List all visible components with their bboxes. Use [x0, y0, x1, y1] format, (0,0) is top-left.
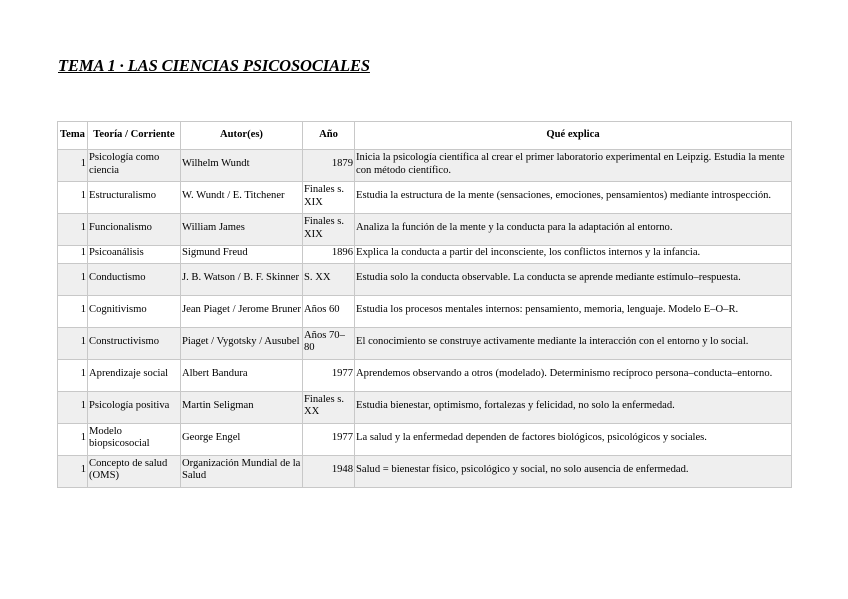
cell-autores: Martin Seligman [181, 391, 303, 423]
cell-teoria: Concepto de salud (OMS) [88, 455, 181, 487]
cell-ano: 1879 [303, 150, 355, 182]
cell-tema: 1 [58, 295, 88, 327]
cell-teoria: Aprendizaje social [88, 359, 181, 391]
cell-teoria: Psicología positiva [88, 391, 181, 423]
table-row [58, 391, 792, 423]
cell-teoria: Psicoanálisis [88, 246, 181, 264]
table-row [58, 295, 792, 327]
header-tema: Tema [58, 122, 88, 150]
cell-teoria: Cognitivismo [88, 295, 181, 327]
cell-ano: Años 70–80 [303, 327, 355, 359]
cell-tema: 1 [58, 359, 88, 391]
cell-explica: Salud = bienestar físico, psicológico y social, no solo ausencia de enfermedad. [355, 455, 792, 487]
cell-explica: Estudia la estructura de la mente (sensaciones, emociones, pensamientos) mediante introspección. [355, 182, 792, 214]
cell-explica: Estudia bienestar, optimismo, fortalezas y felicidad, no solo la enfermedad. [355, 391, 792, 423]
header-ano: Año [303, 122, 355, 150]
cell-ano: S. XX [303, 263, 355, 295]
cell-tema: 1 [58, 182, 88, 214]
cell-tema: 1 [58, 327, 88, 359]
table-row [58, 455, 792, 487]
cell-autores: Organización Mundial de la Salud [181, 455, 303, 487]
cell-explica: Estudia solo la conducta observable. La conducta se aprende mediante estímulo–respuesta. [355, 263, 792, 295]
cell-explica: Inicia la psicología científica al crear el primer laboratorio experimental en Leipzig. Estudia la mente con método científico. [355, 150, 792, 182]
table-row [58, 182, 792, 214]
cell-autores: Albert Bandura [181, 359, 303, 391]
cell-teoria: Estructuralismo [88, 182, 181, 214]
cell-explica: El conocimiento se construye activamente mediante la interacción con el entorno y lo social. [355, 327, 792, 359]
cell-autores: Piaget / Vygotsky / Ausubel [181, 327, 303, 359]
cell-explica: Aprendemos observando a otros (modelado). Determinismo recíproco persona–conducta–entorno. [355, 359, 792, 391]
header-explica: Qué explica [355, 122, 792, 150]
table-row [58, 246, 792, 264]
cell-autores: William James [181, 214, 303, 246]
cell-teoria: Modelo biopsicosocial [88, 423, 181, 455]
cell-tema: 1 [58, 150, 88, 182]
table-header-row [58, 122, 792, 150]
cell-ano: Finales s. XX [303, 391, 355, 423]
cell-autores: J. B. Watson / B. F. Skinner [181, 263, 303, 295]
cell-ano: 1948 [303, 455, 355, 487]
table-row [58, 359, 792, 391]
cell-ano: Finales s. XIX [303, 182, 355, 214]
table-row [58, 214, 792, 246]
cell-tema: 1 [58, 214, 88, 246]
cell-teoria: Funcionalismo [88, 214, 181, 246]
cell-explica: Explica la conducta a partir del inconsciente, los conflictos internos y la infancia. [355, 246, 792, 264]
cell-tema: 1 [58, 391, 88, 423]
cell-ano: 1977 [303, 423, 355, 455]
cell-autores: Sigmund Freud [181, 246, 303, 264]
cell-tema: 1 [58, 246, 88, 264]
cell-explica: Estudia los procesos mentales internos: pensamiento, memoria, lenguaje. Modelo E–O–R. [355, 295, 792, 327]
cell-tema: 1 [58, 263, 88, 295]
cell-teoria: Constructivismo [88, 327, 181, 359]
table-row [58, 150, 792, 182]
cell-tema: 1 [58, 423, 88, 455]
cell-explica: Analiza la función de la mente y la conducta para la adaptación al entorno. [355, 214, 792, 246]
page-title: TEMA 1 · LAS CIENCIAS PSICOSOCIALES [58, 56, 370, 75]
table-row [58, 423, 792, 455]
header-autores: Autor(es) [181, 122, 303, 150]
cell-ano: 1896 [303, 246, 355, 264]
cell-autores: Wilhelm Wundt [181, 150, 303, 182]
cell-ano: 1977 [303, 359, 355, 391]
psychology-theories-table [57, 121, 792, 488]
cell-autores: W. Wundt / E. Titchener [181, 182, 303, 214]
cell-ano: Finales s. XIX [303, 214, 355, 246]
header-teoria: Teoría / Corriente [88, 122, 181, 150]
table-row [58, 263, 792, 295]
cell-autores: Jean Piaget / Jerome Bruner [181, 295, 303, 327]
cell-tema: 1 [58, 455, 88, 487]
cell-teoria: Psicología como ciencia [88, 150, 181, 182]
cell-ano: Años 60 [303, 295, 355, 327]
cell-autores: George Engel [181, 423, 303, 455]
cell-explica: La salud y la enfermedad dependen de factores biológicos, psicológicos y sociales. [355, 423, 792, 455]
table-row [58, 327, 792, 359]
cell-teoria: Conductismo [88, 263, 181, 295]
